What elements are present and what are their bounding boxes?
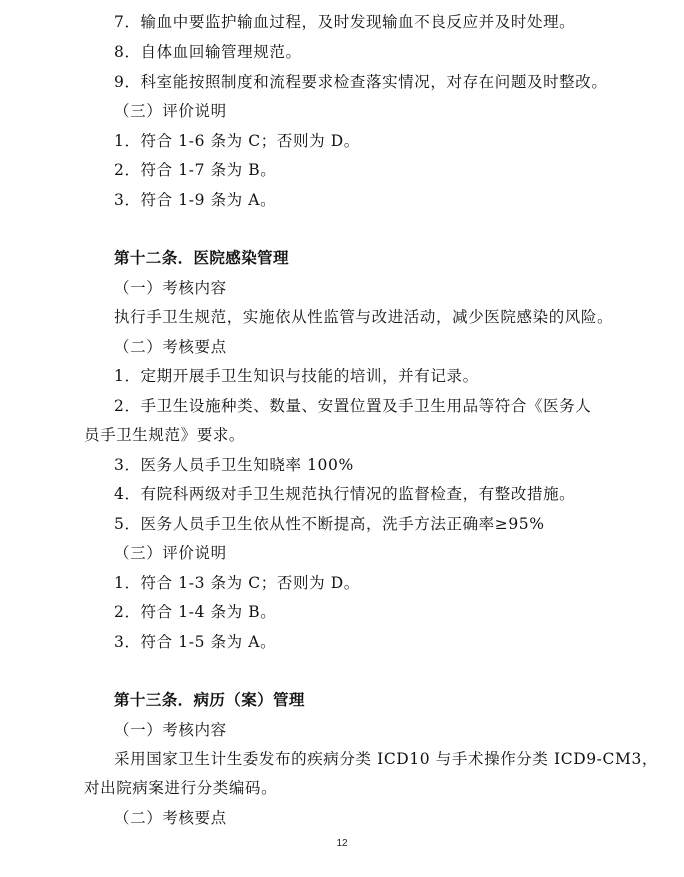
prev-item-7: 7．输血中要监护输血过程，及时发现输血不良反应并及时处理。 xyxy=(114,13,576,31)
article12-content-text: 执行手卫生规范，实施依从性监管与改进活动，减少医院感染的风险。 xyxy=(114,308,614,326)
prev-eval-heading: （三）评价说明 xyxy=(114,102,227,120)
article13-content-text: 采用国家卫生计生委发布的疾病分类 ICD10 与手术操作分类 ICD9-CM3， xyxy=(114,750,659,768)
article13-content-heading: （一）考核内容 xyxy=(114,721,227,739)
article12-point-4: 4．有院科两级对手卫生规范执行情况的监督检查，有整改措施。 xyxy=(114,485,576,503)
prev-item-9: 9．科室能按照制度和流程要求检查落实情况，对存在问题及时整改。 xyxy=(114,73,608,91)
article12-eval-item: 2．符合 1-4 条为 B。 xyxy=(114,603,277,621)
page-number: 12 xyxy=(336,838,348,849)
article12-eval-heading: （三）评价说明 xyxy=(114,544,227,562)
article12-title: 第十二条．医院感染管理 xyxy=(114,249,289,267)
prev-eval-item: 1．符合 1-6 条为 C；否则为 D。 xyxy=(114,132,360,150)
article12-point-3: 3．医务人员手卫生知晓率 100% xyxy=(114,456,354,474)
article13-title: 第十三条．病历（案）管理 xyxy=(114,691,305,709)
prev-eval-item: 3．符合 1-9 条为 A。 xyxy=(114,191,277,209)
article12-points-heading: （二）考核要点 xyxy=(114,338,227,356)
prev-item-8: 8．自体血回输管理规范。 xyxy=(114,43,302,61)
article12-eval-item: 3．符合 1-5 条为 A。 xyxy=(114,633,277,651)
article12-point-5: 5．医务人员手卫生依从性不断提高，洗手方法正确率≥95% xyxy=(114,515,545,533)
article13-content-text-cont: 对出院病案进行分类编码。 xyxy=(84,779,278,797)
article12-point-2: 2．手卫生设施种类、数量、安置位置及手卫生用品等符合《医务人 xyxy=(114,397,592,415)
article12-content-heading: （一）考核内容 xyxy=(114,279,227,297)
article13-points-heading: （二）考核要点 xyxy=(114,809,227,827)
article12-point-2-cont: 员手卫生规范》要求。 xyxy=(84,426,246,444)
article12-eval-item: 1．符合 1-3 条为 C；否则为 D。 xyxy=(114,574,360,592)
article12-point-1: 1．定期开展手卫生知识与技能的培训，并有记录。 xyxy=(114,367,479,385)
prev-eval-item: 2．符合 1-7 条为 B。 xyxy=(114,161,277,179)
